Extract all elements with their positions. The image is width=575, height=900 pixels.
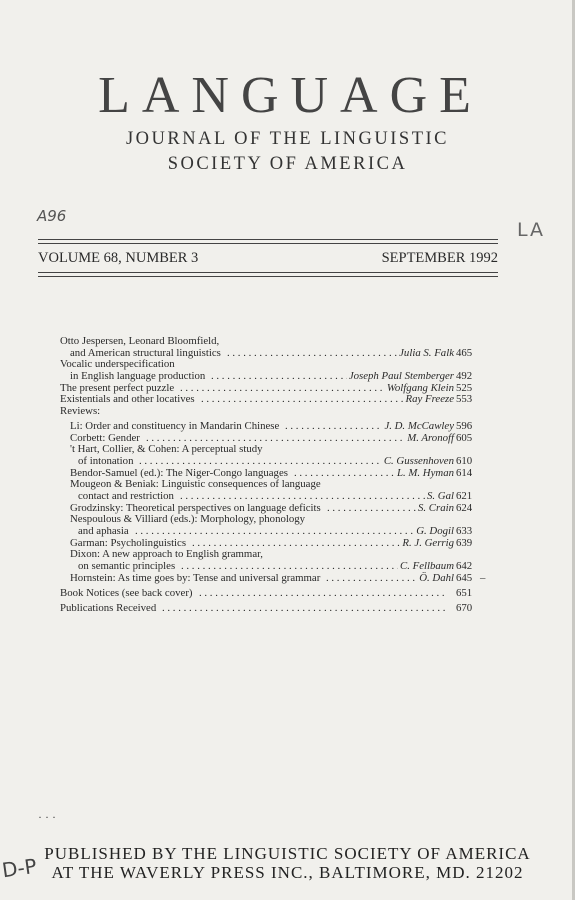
toc-entry-title: Dixon: A new approach to English grammar,	[70, 548, 263, 561]
toc-entry-title: Grodzinsky: Theoretical perspectives on language deficits	[70, 501, 321, 514]
toc-entry-page: 639	[456, 536, 473, 549]
journal-title: LANGUAGE	[98, 67, 483, 124]
toc-leader-dots	[327, 503, 416, 515]
toc-entry-page: 624	[456, 501, 473, 514]
toc-entry-page: 614	[456, 466, 473, 479]
issue-date: SEPTEMBER 1992	[381, 250, 498, 266]
journal-subtitle-line2: SOCIETY OF AMERICA	[167, 154, 408, 174]
toc-entry-author: S. Crain	[418, 501, 454, 514]
toc-entry	[60, 491, 480, 503]
toc-entry-title: and American structural linguistics	[70, 346, 221, 359]
toc-entry-title: Vocalic underspecification	[60, 358, 175, 371]
toc-entry-author: M. Aronoff	[407, 431, 454, 444]
issue-info-row	[38, 250, 498, 267]
top-rule-2	[38, 243, 498, 244]
journal-subtitle-line1: JOURNAL OF THE LINGUISTIC	[125, 129, 450, 149]
toc-entry	[60, 371, 480, 383]
toc-leader-dots	[181, 561, 398, 573]
handwritten-note-bottom: D-P	[0, 853, 39, 883]
toc-entry-page: 651	[456, 587, 473, 600]
toc-entry-title: of intonation	[78, 454, 134, 467]
toc-entry-page: 633	[456, 525, 473, 537]
handwritten-note-right: LA	[517, 219, 546, 241]
toc-entry-author: C. Gussenhoven	[383, 454, 454, 467]
publisher-line2: AT THE WAVERLY PRESS INC., BALTIMORE, MD. 21202	[51, 863, 524, 882]
top-rule-1	[38, 239, 498, 240]
toc-entry-page: 465	[456, 346, 473, 359]
pencil-mark: –	[480, 571, 486, 584]
toc-entry-title: 't Hart, Collier, & Cohen: A perceptual study	[70, 443, 263, 456]
toc-entry-author: G. Dogil	[416, 525, 454, 537]
bottom-rule-2	[38, 276, 498, 277]
toc-entry-title: Li: Order and constituency in Mandarin Chinese	[70, 419, 280, 432]
toc-leader-dots	[326, 573, 417, 585]
toc-entry-title: Hornstein: As time goes by: Tense and universal grammar	[70, 571, 321, 584]
toc-entry-author: S. Gal	[427, 489, 454, 502]
toc-entry-page: 621	[456, 489, 473, 502]
toc-entry-title: Book Notices (see back cover)	[60, 587, 193, 600]
toc-entry	[60, 561, 480, 573]
toc-entry	[60, 421, 480, 433]
toc-entry-title: Reviews:	[60, 405, 101, 418]
toc-entry-author: Ray Freeze	[405, 393, 454, 406]
toc-entry-author: Ö. Dahl	[419, 571, 454, 584]
bottom-rule-1	[38, 272, 498, 273]
toc-entry-title: Mougeon & Beniak: Linguistic consequences of language	[70, 478, 321, 491]
toc-entry-title: The present perfect puzzle	[60, 381, 175, 394]
toc-leader-dots	[211, 371, 347, 383]
toc-entry	[60, 336, 480, 348]
toc-entry-author: J. D. McCawley	[384, 419, 454, 432]
toc-entry-page: 642	[456, 560, 473, 573]
toc-entry-author: C. Fellbaum	[400, 560, 454, 573]
toc-entry-title: Otto Jespersen, Leonard Bloomfield,	[60, 335, 220, 347]
toc-entry	[60, 571, 486, 585]
toc-entry	[60, 406, 480, 418]
toc-entry-title: contact and restriction	[78, 489, 174, 502]
toc-entry-title: Corbett: Gender	[70, 431, 140, 444]
table-of-contents	[60, 335, 486, 615]
toc-entry-page: 670	[456, 602, 473, 615]
toc-leader-dots	[201, 394, 404, 406]
toc-entry-page: 645	[456, 571, 473, 584]
toc-entry-author: R. J. Gerrig	[402, 536, 454, 549]
toc-entry-title: Bendor-Samuel (ed.): The Niger-Congo languages	[70, 466, 288, 479]
toc-leader-dots	[180, 383, 385, 395]
toc-entry-title: Nespoulous & Villiard (eds.): Morphology, phonology	[70, 513, 306, 526]
toc-entry-title: in English language production	[70, 370, 206, 383]
toc-leader-dots	[199, 588, 448, 600]
toc-leader-dots	[285, 421, 382, 433]
toc-entry-page: 525	[456, 381, 473, 394]
toc-leader-dots	[162, 603, 448, 615]
toc-entry-page: 596	[456, 419, 473, 432]
scan-specks: · · ·	[38, 810, 56, 824]
toc-leader-dots	[135, 526, 414, 538]
toc-leader-dots	[180, 491, 425, 503]
toc-entry-title: Garman: Psycholinguistics	[70, 536, 187, 549]
toc-entry	[60, 394, 480, 406]
toc-entry-author: Joseph Paul Stemberger	[348, 370, 454, 383]
toc-entry-page: 605	[456, 431, 473, 444]
toc-entry-page: 610	[456, 454, 473, 467]
publisher-line1: PUBLISHED BY THE LINGUISTIC SOCIETY OF AMERICA	[44, 844, 531, 863]
handwritten-note-left: A96	[37, 207, 67, 225]
toc-entry-author: L. M. Hyman	[397, 466, 454, 479]
toc-entry-page: 492	[456, 370, 473, 383]
toc-entry	[60, 603, 480, 615]
toc-leader-dots	[227, 348, 397, 360]
toc-entry-title: and aphasia	[78, 525, 129, 537]
toc-entry-author: Wolfgang Klein	[386, 381, 454, 394]
toc-entry	[60, 456, 480, 468]
toc-entry	[60, 526, 480, 538]
toc-entry-title: Existentials and other locatives	[60, 393, 195, 406]
toc-entry	[60, 588, 480, 600]
toc-entry-author: Julia S. Falk	[399, 346, 454, 359]
toc-entry-title: Publications Received	[60, 602, 157, 615]
toc-leader-dots	[139, 456, 382, 468]
toc-entry-title: on semantic principles	[78, 560, 176, 573]
volume-number: VOLUME 68, NUMBER 3	[38, 250, 199, 266]
toc-entry-page: 553	[456, 393, 473, 406]
